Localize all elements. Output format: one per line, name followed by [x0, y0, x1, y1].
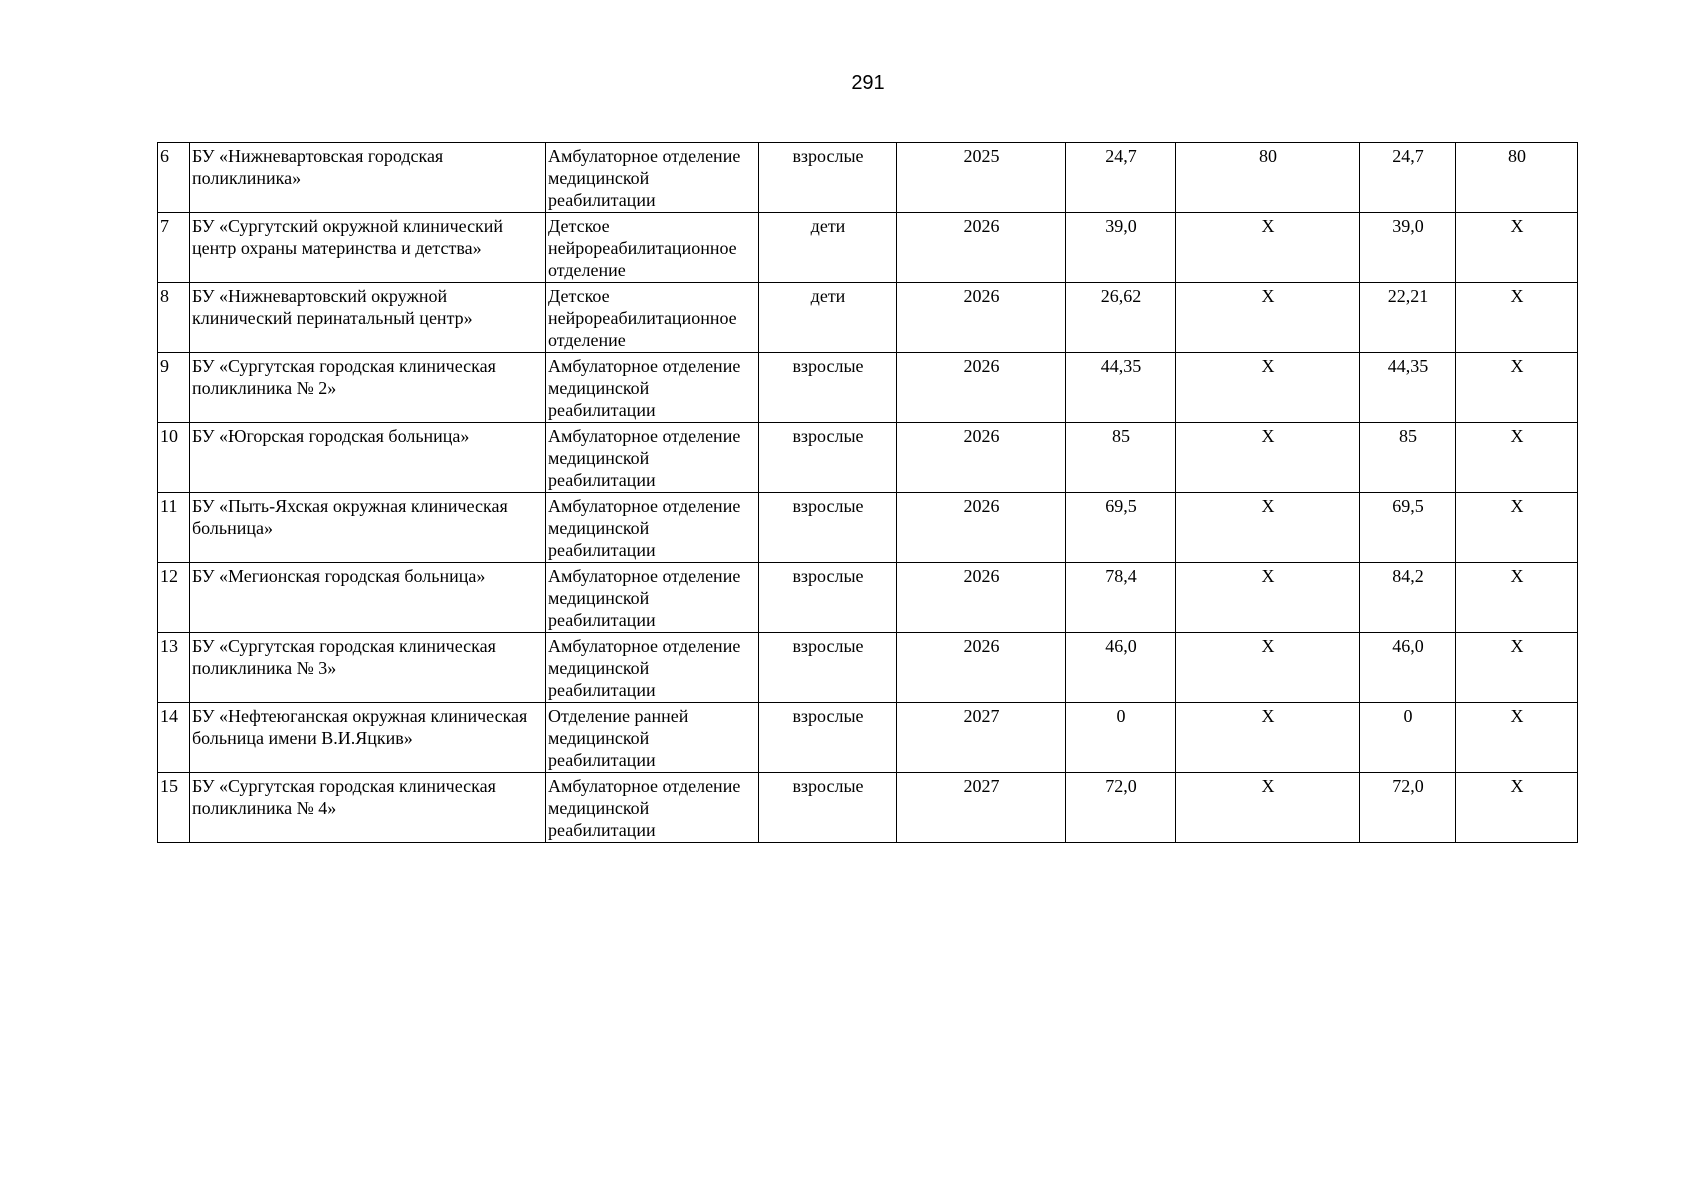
patient-group: взрослые [759, 353, 897, 423]
value-3: 24,7 [1360, 143, 1456, 213]
value-2: Х [1176, 633, 1360, 703]
year: 2026 [897, 353, 1066, 423]
row-number: 7 [158, 213, 190, 283]
patient-group: взрослые [759, 773, 897, 843]
value-1: 0 [1066, 703, 1176, 773]
value-2: Х [1176, 773, 1360, 843]
value-2: 80 [1176, 143, 1360, 213]
department-name: Амбулаторное отделение медицинской реабилитации [546, 633, 759, 703]
table-row [158, 283, 1578, 353]
year: 2026 [897, 633, 1066, 703]
organization-name: БУ «Сургутская городская клиническая поликлиника № 2» [190, 353, 546, 423]
organization-name: БУ «Нижневартовский окружной клинический перинатальный центр» [190, 283, 546, 353]
patient-group: взрослые [759, 143, 897, 213]
page-number: 291 [851, 72, 885, 94]
value-3: 84,2 [1360, 563, 1456, 633]
table-row [158, 423, 1578, 493]
table-row [158, 773, 1578, 843]
table-row [158, 493, 1578, 563]
value-2: Х [1176, 563, 1360, 633]
table-row [158, 213, 1578, 283]
department-name: Отделение ранней медицинской реабилитации [546, 703, 759, 773]
value-4: Х [1456, 493, 1578, 563]
table-row [158, 143, 1578, 213]
table-row [158, 563, 1578, 633]
value-3: 72,0 [1360, 773, 1456, 843]
table-row [158, 703, 1578, 773]
value-3: 46,0 [1360, 633, 1456, 703]
organization-name: БУ «Нижневартовская городская поликлиника» [190, 143, 546, 213]
department-name: Амбулаторное отделение медицинской реабилитации [546, 493, 759, 563]
year: 2026 [897, 213, 1066, 283]
value-2: Х [1176, 423, 1360, 493]
year: 2027 [897, 773, 1066, 843]
department-name: Амбулаторное отделение медицинской реабилитации [546, 353, 759, 423]
department-name: Амбулаторное отделение медицинской реабилитации [546, 563, 759, 633]
value-4: Х [1456, 213, 1578, 283]
value-1: 78,4 [1066, 563, 1176, 633]
table-row [158, 353, 1578, 423]
patient-group: взрослые [759, 423, 897, 493]
value-1: 69,5 [1066, 493, 1176, 563]
row-number: 15 [158, 773, 190, 843]
row-number: 8 [158, 283, 190, 353]
year: 2026 [897, 283, 1066, 353]
organization-name: БУ «Югорская городская больница» [190, 423, 546, 493]
row-number: 12 [158, 563, 190, 633]
patient-group: дети [759, 213, 897, 283]
value-4: Х [1456, 703, 1578, 773]
rehabilitation-table [157, 142, 1578, 843]
department-name: Амбулаторное отделение медицинской реабилитации [546, 143, 759, 213]
row-number: 6 [158, 143, 190, 213]
value-1: 24,7 [1066, 143, 1176, 213]
value-1: 72,0 [1066, 773, 1176, 843]
department-name: Детское нейрореабилитационное отделение [546, 283, 759, 353]
value-4: Х [1456, 423, 1578, 493]
value-4: Х [1456, 563, 1578, 633]
table-row [158, 633, 1578, 703]
value-4: 80 [1456, 143, 1578, 213]
value-3: 22,21 [1360, 283, 1456, 353]
value-2: Х [1176, 353, 1360, 423]
value-1: 39,0 [1066, 213, 1176, 283]
department-name: Амбулаторное отделение медицинской реабилитации [546, 773, 759, 843]
year: 2027 [897, 703, 1066, 773]
patient-group: взрослые [759, 493, 897, 563]
year: 2026 [897, 493, 1066, 563]
value-4: Х [1456, 283, 1578, 353]
value-2: Х [1176, 493, 1360, 563]
value-1: 46,0 [1066, 633, 1176, 703]
department-name: Амбулаторное отделение медицинской реабилитации [546, 423, 759, 493]
row-number: 10 [158, 423, 190, 493]
value-1: 44,35 [1066, 353, 1176, 423]
value-2: Х [1176, 703, 1360, 773]
row-number: 11 [158, 493, 190, 563]
patient-group: дети [759, 283, 897, 353]
organization-name: БУ «Сургутский окружной клинический центр охраны материнства и детства» [190, 213, 546, 283]
row-number: 9 [158, 353, 190, 423]
organization-name: БУ «Мегионская городская больница» [190, 563, 546, 633]
value-1: 85 [1066, 423, 1176, 493]
department-name: Детское нейрореабилитационное отделение [546, 213, 759, 283]
value-3: 69,5 [1360, 493, 1456, 563]
organization-name: БУ «Пыть-Яхская окружная клиническая больница» [190, 493, 546, 563]
value-2: Х [1176, 283, 1360, 353]
value-3: 39,0 [1360, 213, 1456, 283]
value-3: 0 [1360, 703, 1456, 773]
organization-name: БУ «Сургутская городская клиническая поликлиника № 4» [190, 773, 546, 843]
organization-name: БУ «Нефтеюганская окружная клиническая больница имени В.И.Яцкив» [190, 703, 546, 773]
value-4: Х [1456, 773, 1578, 843]
value-4: Х [1456, 353, 1578, 423]
patient-group: взрослые [759, 563, 897, 633]
organization-name: БУ «Сургутская городская клиническая поликлиника № 3» [190, 633, 546, 703]
patient-group: взрослые [759, 633, 897, 703]
row-number: 14 [158, 703, 190, 773]
patient-group: взрослые [759, 703, 897, 773]
value-2: Х [1176, 213, 1360, 283]
row-number: 13 [158, 633, 190, 703]
value-1: 26,62 [1066, 283, 1176, 353]
year: 2026 [897, 423, 1066, 493]
value-3: 44,35 [1360, 353, 1456, 423]
value-3: 85 [1360, 423, 1456, 493]
year: 2025 [897, 143, 1066, 213]
value-4: Х [1456, 633, 1578, 703]
year: 2026 [897, 563, 1066, 633]
